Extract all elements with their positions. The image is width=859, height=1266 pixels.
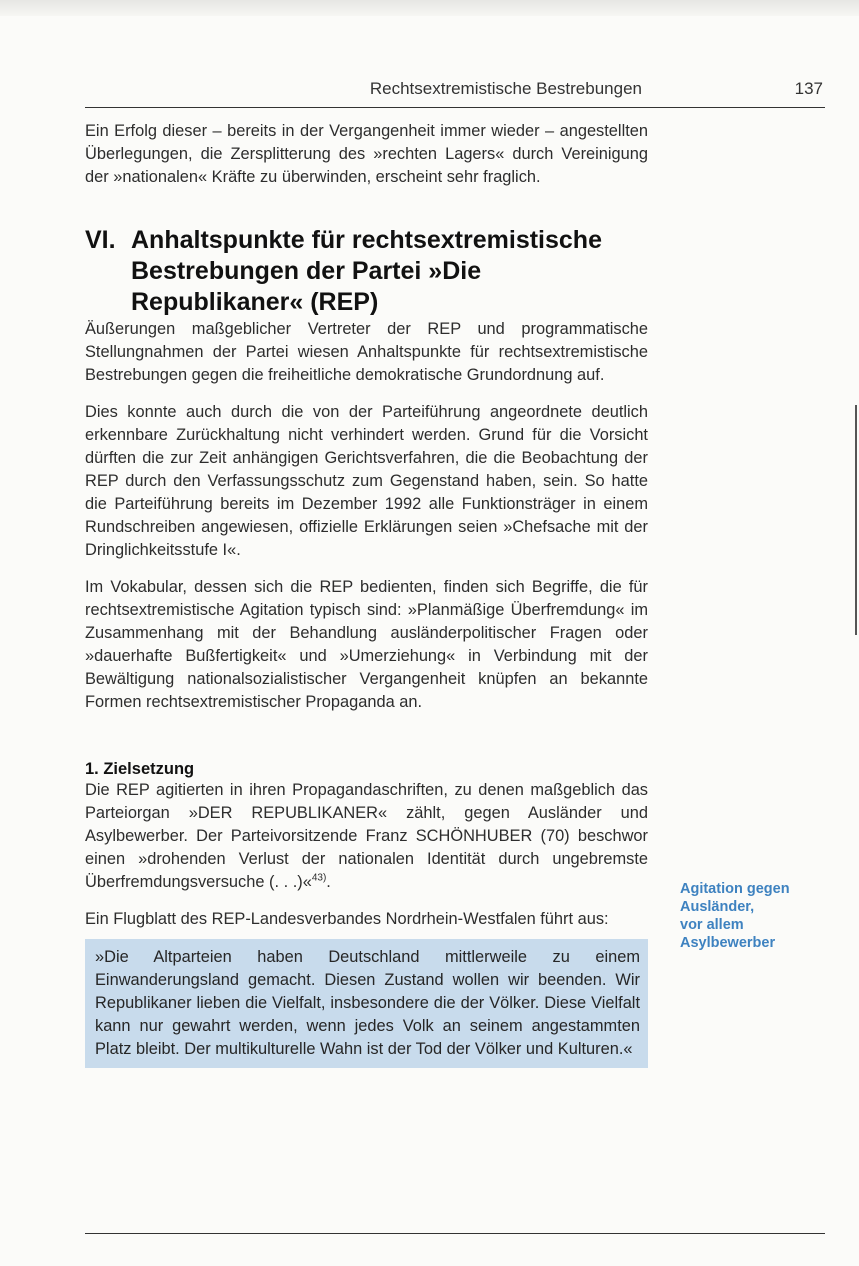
margin-note-line-4: Asylbewerber [680, 935, 776, 951]
scan-edge-mark [855, 405, 857, 635]
section-heading: 1. Zielsetzung [85, 760, 195, 778]
running-header [85, 77, 825, 108]
scan-top-band [0, 0, 859, 16]
highlighted-quote: »Die Altparteien haben Deutschland mittlerweile zu einem Einwanderungsland gemacht. Diesen Zustand wollen wir beenden. Wir Republikaner lieben die Vielfalt, insbesondere die der Völker. Diese Vielfalt kann nur gewahrt werden, wenn jedes Volk an seinem angestammten Platz bleibt. Der multikulturelle Wahn ist der Tod der Völker und Kulturen.« [85, 939, 648, 1068]
chapter-paragraph-3: Im Vokabular, dessen sich die REP bedienten, finden sich Begriffe, die für rechtsextremistische Agitation typisch sind: »Planmäßige Überfremdung« im Zusammenhang mit der Behandlung ausländerpolitischer Fragen oder »dauerhafte Bußfertigkeit« und »Umerziehung« in Verbindung mit der Bewältigung nationalsozialistischer Vergangenheit knüpfen an bekannte Formen rechtsextremistischer Propaganda an. [85, 578, 648, 711]
running-title: Rechtsextremistische Bestrebungen [369, 79, 642, 98]
chapter-paragraph-1: Äußerungen maßgeblicher Vertreter der REP und programmatische Stellungnahmen der Partei wiesen Anhaltspunkte für rechtsextremistische Bestrebungen gegen die freiheitliche demokratische Grundordnung auf. [85, 320, 648, 384]
margin-note-line-1: Agitation gegen [680, 881, 790, 897]
section-paragraph-1-end: . [326, 873, 331, 891]
page-number: 137 [794, 79, 823, 98]
footnote-reference: 43) [311, 872, 327, 884]
bottom-rule [85, 1233, 825, 1234]
section-paragraph-1 [85, 779, 648, 894]
margin-note-line-2: Ausländer, [680, 899, 755, 915]
margin-note-line-3: vor allem [680, 917, 744, 933]
chapter-heading [85, 225, 648, 318]
main-text [85, 120, 648, 1068]
margin-note [680, 880, 840, 952]
chapter-title: Anhaltspunkte für rechtsextremistische Bestrebungen der Partei »Die Republikaner« (REP) [131, 226, 602, 316]
chapter-number: VI. [85, 226, 116, 254]
section-paragraph-1-text: Die REP agitierten in ihren Propagandaschriften, zu denen maßgeblich das Parteiorgan »DER REPUBLIKANER« zählt, gegen Ausländer und Asylbewerber. Der Parteivorsitzende Franz SCHÖNHUBER (70) beschwor einen »drohenden Verlust der nationalen Identität durch ungebremste Überfremdungsversuche (. . .)« [85, 781, 648, 891]
chapter-paragraph-2: Dies konnte auch durch die von der Parteiführung angeordnete deutlich erkennbare Zurückhaltung nicht verhindert werden. Grund für die Vorsicht dürften die zur Zeit anhängigen Gerichtsverfahren, die die Beobachtung der REP durch den Verfassungsschutz zum Gegenstand haben, sein. So hatte die Parteiführung bereits im Dezember 1992 alle Funktionsträger in einem Rundschreiben angewiesen, offizielle Erklärungen seien »Chefsache mit der Dringlichkeitsstufe I«. [85, 403, 648, 559]
section-paragraph-2: Ein Flugblatt des REP-Landesverbandes Nordrhein-Westfalen führt aus: [85, 910, 609, 928]
intro-paragraph: Ein Erfolg dieser – bereits in der Vergangenheit immer wieder – angestellten Überlegungen, die Zersplitterung des »rechten Lagers« durch Vereinigung der »nationalen« Kräfte zu überwinden, erscheint sehr fraglich. [85, 122, 648, 186]
